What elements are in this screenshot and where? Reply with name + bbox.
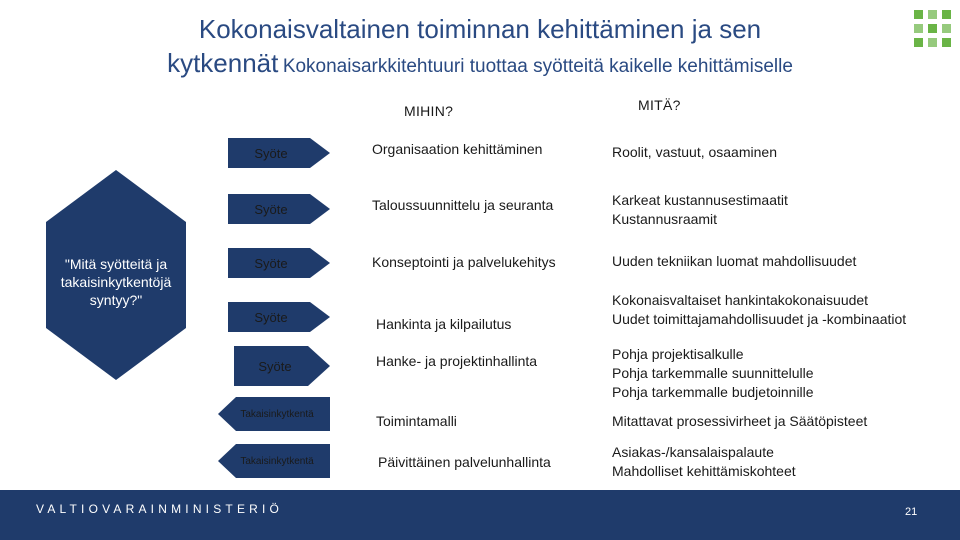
logo-icon: [914, 10, 954, 50]
arrow-syote-3: [228, 248, 330, 278]
title-line-1: Kokonaisvaltainen toiminnan kehittäminen ja sen: [198, 14, 762, 44]
mita-line: Uudet toimittajamahdollisuudet ja -kombinaatiot: [612, 311, 907, 327]
mita-line: Uuden tekniikan luomat mahdollisuudet: [612, 253, 857, 269]
mita-line: Mahdolliset kehittämiskohteet: [612, 463, 796, 479]
arrow-label: Syöte: [258, 358, 292, 374]
slide-title: [120, 12, 840, 85]
mita-line: Roolit, vastuut, osaaminen: [612, 144, 777, 160]
mita-item: [612, 252, 856, 271]
arrow-syote-2: [228, 194, 330, 224]
arrow-label: Syöte: [254, 309, 288, 325]
footer-bar: [0, 490, 960, 540]
arrow-takaisinkytkenta-1: [218, 397, 330, 431]
mita-item: [612, 191, 788, 229]
mihin-item: Hankinta ja kilpailutus: [376, 316, 512, 332]
mita-item: [612, 291, 906, 329]
title-subtitle: Kokonaisarkkitehtuuri tuottaa syötteitä kaikelle kehittämiselle: [282, 56, 793, 77]
arrow-syote-5: [234, 346, 330, 386]
mihin-item: Taloussuunnittelu ja seuranta: [372, 197, 554, 213]
mita-line: Pohja tarkemmalle suunnittelulle: [612, 365, 814, 381]
mihin-item: Hanke- ja projektinhallinta: [376, 353, 538, 369]
mita-line: Pohja tarkemmalle budjetoinnille: [612, 384, 814, 400]
header-mihin: MIHIN?: [404, 103, 454, 119]
mita-item: [612, 345, 814, 402]
arrow-label: Takaisinkytkentä: [240, 455, 314, 467]
mita-line: Mitattavat prosessivirheet ja Säätöpisteet: [612, 413, 868, 429]
mihin-item: Päivittäinen palvelunhallinta: [378, 454, 551, 470]
mihin-item: Toimintamalli: [376, 413, 457, 429]
mita-item: [612, 412, 867, 431]
arrow-label: Takaisinkytkentä: [240, 408, 314, 420]
mita-item: [612, 443, 796, 481]
mihin-item: Konseptointi ja palvelukehitys: [372, 254, 556, 270]
mita-item: [612, 143, 777, 162]
mita-line: Karkeat kustannusestimaatit: [612, 192, 788, 208]
arrow-label: Syöte: [254, 255, 288, 271]
arrow-syote-1: [228, 138, 330, 168]
title-line-2: kytkennät: [167, 48, 279, 78]
mita-line: Kokonaisvaltaiset hankintakokonaisuudet: [612, 292, 869, 308]
footer-brand: VALTIOVARAINMINISTERIÖ: [36, 502, 284, 516]
arrow-takaisinkytkenta-2: [218, 444, 330, 478]
hexagon-question: "Mitä syötteitä ja takaisinkytkentöjä syntyy?": [60, 256, 172, 308]
mita-line: Asiakas-/kansalaispalaute: [612, 444, 774, 460]
mihin-item: Organisaation kehittäminen: [372, 141, 543, 157]
arrow-label: Syöte: [254, 145, 288, 161]
mita-line: Kustannusraamit: [612, 211, 718, 227]
mita-line: Pohja projektisalkulle: [612, 346, 744, 362]
page-number: 21: [905, 506, 918, 518]
arrow-syote-4: [228, 302, 330, 332]
header-mita: MITÄ?: [638, 97, 681, 113]
arrow-label: Syöte: [254, 201, 288, 217]
